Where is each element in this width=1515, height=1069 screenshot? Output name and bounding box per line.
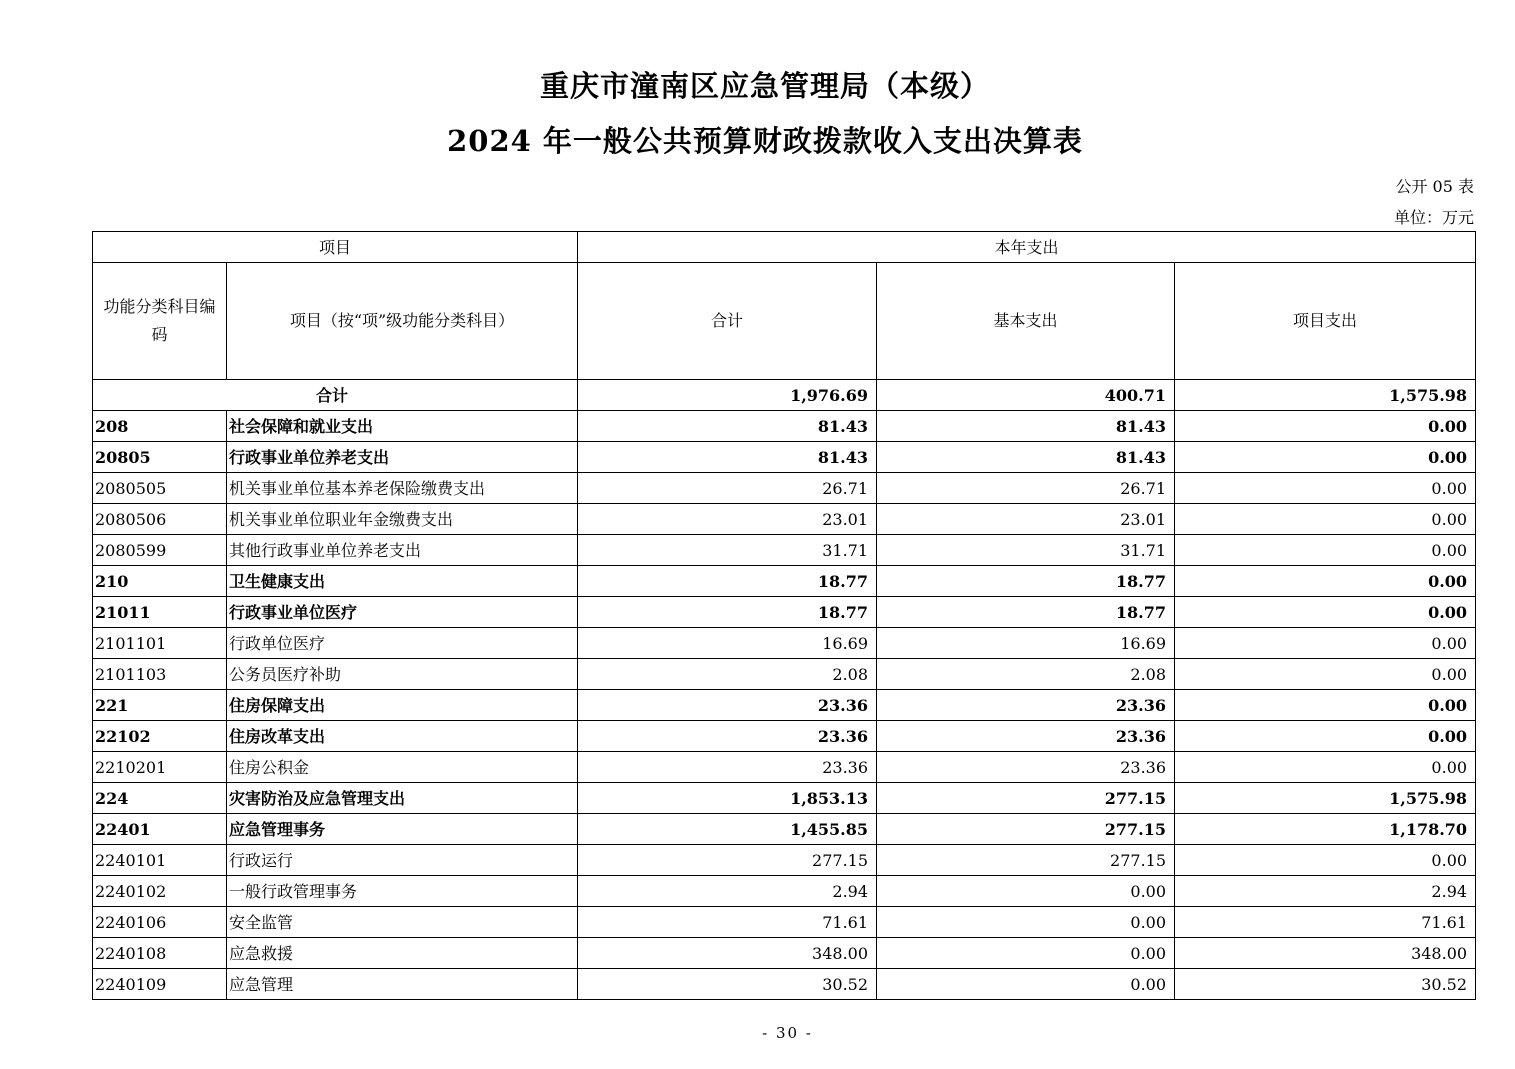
cell-basic: 18.77 [877,566,1175,597]
cell-code: 2240101 [93,845,227,876]
total-row [93,380,1476,411]
cell-code: 2101101 [93,628,227,659]
cell-item-name: 行政事业单位医疗 [227,597,578,628]
cell-item-name: 行政单位医疗 [227,628,578,659]
budget-table [92,231,1476,1000]
cell-item-name: 应急管理事务 [227,814,578,845]
page-number: - 30 - [762,1024,813,1042]
cell-basic: 81.43 [877,442,1175,473]
cell-total: 71.61 [578,907,877,938]
table-row [93,783,1476,814]
cell-item-name: 安全监管 [227,907,578,938]
cell-basic: 2.08 [877,659,1175,690]
cell-basic: 0.00 [877,907,1175,938]
cell-total: 81.43 [578,411,877,442]
table-row [93,411,1476,442]
cell-item-name: 行政事业单位养老支出 [227,442,578,473]
table-row [93,442,1476,473]
cell-total: 1,853.13 [578,783,877,814]
cell-basic: 23.01 [877,504,1175,535]
document-subtitle: 2024 年一般公共预算财政拨款收入支出决算表 [447,124,1083,158]
table-row [93,535,1476,566]
cell-code: 2101103 [93,659,227,690]
cell-code: 2080599 [93,535,227,566]
header-current-year-expense: 本年支出 [578,232,1476,263]
cell-project: 71.61 [1175,907,1476,938]
cell-project: 0.00 [1175,473,1476,504]
cell-item-name: 机关事业单位基本养老保险缴费支出 [227,473,578,504]
cell-project: 0.00 [1175,566,1476,597]
cell-item-name: 住房保障支出 [227,690,578,721]
table-row [93,752,1476,783]
table-row [93,876,1476,907]
cell-total: 23.01 [578,504,877,535]
header-row-1 [93,232,1476,263]
cell-code: 2080506 [93,504,227,535]
cell-project: 348.00 [1175,938,1476,969]
cell-code: 2080505 [93,473,227,504]
cell-project: 1,178.70 [1175,814,1476,845]
table-number: 公开 05 表 [1395,177,1474,196]
cell-project: 0.00 [1175,690,1476,721]
cell-project: 0.00 [1175,411,1476,442]
cell-project: 30.52 [1175,969,1476,1000]
cell-basic: 23.36 [877,690,1175,721]
document-title: 重庆市潼南区应急管理局（本级） [539,69,990,103]
cell-code: 2240102 [93,876,227,907]
cell-project: 0.00 [1175,597,1476,628]
cell-total: 16.69 [578,628,877,659]
cell-basic: 18.77 [877,597,1175,628]
cell-total: 30.52 [578,969,877,1000]
header-item: 项目（按“项”级功能分类科目） [227,263,578,380]
cell-item-name: 行政运行 [227,845,578,876]
cell-project: 0.00 [1175,628,1476,659]
cell-code: 2240108 [93,938,227,969]
total-value: 1,976.69 [578,380,877,411]
header-total: 合计 [578,263,877,380]
unit-label: 单位：万元 [1393,208,1474,227]
cell-code: 210 [93,566,227,597]
cell-item-name: 一般行政管理事务 [227,876,578,907]
cell-project: 0.00 [1175,504,1476,535]
cell-code: 22102 [93,721,227,752]
header-project: 项目 [93,232,578,263]
cell-basic: 23.36 [877,721,1175,752]
cell-basic: 16.69 [877,628,1175,659]
cell-code: 208 [93,411,227,442]
cell-total: 18.77 [578,566,877,597]
cell-total: 277.15 [578,845,877,876]
cell-project: 1,575.98 [1175,783,1476,814]
cell-total: 2.08 [578,659,877,690]
cell-item-name: 公务员医疗补助 [227,659,578,690]
table-row [93,597,1476,628]
cell-project: 0.00 [1175,845,1476,876]
cell-code: 2210201 [93,752,227,783]
table-row [93,907,1476,938]
table-row [93,473,1476,504]
cell-basic: 0.00 [877,876,1175,907]
cell-project: 0.00 [1175,721,1476,752]
cell-project: 0.00 [1175,752,1476,783]
cell-item-name: 机关事业单位职业年金缴费支出 [227,504,578,535]
table-row [93,504,1476,535]
cell-total: 23.36 [578,690,877,721]
cell-item-name: 应急管理 [227,969,578,1000]
cell-code: 2240106 [93,907,227,938]
total-basic: 400.71 [877,380,1175,411]
cell-total: 1,455.85 [578,814,877,845]
header-basic: 基本支出 [877,263,1175,380]
cell-project: 0.00 [1175,659,1476,690]
cell-item-name: 应急救援 [227,938,578,969]
cell-code: 22401 [93,814,227,845]
cell-code: 221 [93,690,227,721]
cell-item-name: 灾害防治及应急管理支出 [227,783,578,814]
cell-project: 0.00 [1175,442,1476,473]
header-project-expense: 项目支出 [1175,263,1476,380]
cell-basic: 277.15 [877,814,1175,845]
cell-total: 31.71 [578,535,877,566]
table-row [93,628,1476,659]
cell-total: 18.77 [578,597,877,628]
cell-item-name: 其他行政事业单位养老支出 [227,535,578,566]
cell-total: 26.71 [578,473,877,504]
table-row [93,845,1476,876]
header-code: 功能分类科目编码 [93,263,227,380]
cell-basic: 0.00 [877,938,1175,969]
cell-total: 23.36 [578,752,877,783]
cell-basic: 277.15 [877,845,1175,876]
table-row [93,566,1476,597]
cell-basic: 277.15 [877,783,1175,814]
table-row [93,659,1476,690]
table-row [93,721,1476,752]
table-row [93,690,1476,721]
cell-project: 2.94 [1175,876,1476,907]
cell-basic: 26.71 [877,473,1175,504]
cell-total: 348.00 [578,938,877,969]
cell-project: 0.00 [1175,535,1476,566]
cell-code: 20805 [93,442,227,473]
cell-item-name: 社会保障和就业支出 [227,411,578,442]
cell-item-name: 卫生健康支出 [227,566,578,597]
total-project: 1,575.98 [1175,380,1476,411]
table-row [93,938,1476,969]
cell-item-name: 住房公积金 [227,752,578,783]
header-row-2 [93,263,1476,380]
cell-basic: 81.43 [877,411,1175,442]
cell-code: 21011 [93,597,227,628]
cell-code: 224 [93,783,227,814]
table-body [93,380,1476,1000]
cell-basic: 0.00 [877,969,1175,1000]
cell-basic: 31.71 [877,535,1175,566]
total-label: 合计 [93,380,578,411]
cell-code: 2240109 [93,969,227,1000]
cell-basic: 23.36 [877,752,1175,783]
cell-total: 23.36 [578,721,877,752]
cell-total: 81.43 [578,442,877,473]
table-row [93,969,1476,1000]
cell-item-name: 住房改革支出 [227,721,578,752]
table-row [93,814,1476,845]
cell-total: 2.94 [578,876,877,907]
